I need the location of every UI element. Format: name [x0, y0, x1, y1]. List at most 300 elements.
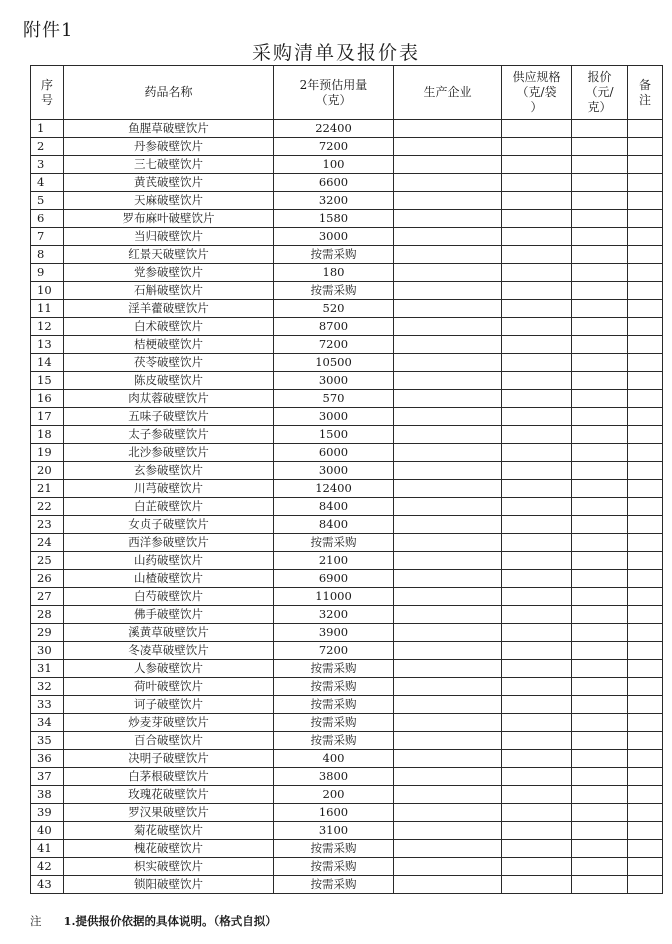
- cell-qty: 22400: [274, 120, 394, 138]
- cell-remark: [628, 498, 663, 516]
- cell-price: [572, 354, 628, 372]
- header-maker: 生产企业: [394, 66, 502, 120]
- cell-remark: [628, 570, 663, 588]
- cell-qty: 7200: [274, 336, 394, 354]
- cell-name: 五味子破壁饮片: [64, 408, 274, 426]
- cell-remark: [628, 156, 663, 174]
- cell-remark: [628, 336, 663, 354]
- cell-name: 白芷破壁饮片: [64, 498, 274, 516]
- cell-remark: [628, 588, 663, 606]
- cell-spec: [502, 624, 572, 642]
- cell-name: 山药破壁饮片: [64, 552, 274, 570]
- table-row: [31, 570, 663, 588]
- cell-remark: [628, 174, 663, 192]
- cell-remark: [628, 462, 663, 480]
- cell-spec: [502, 732, 572, 750]
- cell-maker: [394, 768, 502, 786]
- cell-no: 25: [31, 552, 64, 570]
- cell-price: [572, 750, 628, 768]
- cell-name: 石斛破壁饮片: [64, 282, 274, 300]
- cell-qty: 200: [274, 786, 394, 804]
- cell-remark: [628, 264, 663, 282]
- cell-maker: [394, 426, 502, 444]
- cell-qty: 按需采购: [274, 696, 394, 714]
- table-row: [31, 120, 663, 138]
- cell-spec: [502, 768, 572, 786]
- cell-price: [572, 588, 628, 606]
- cell-price: [572, 138, 628, 156]
- cell-no: 32: [31, 678, 64, 696]
- cell-no: 10: [31, 282, 64, 300]
- cell-maker: [394, 318, 502, 336]
- cell-price: [572, 876, 628, 894]
- cell-remark: [628, 714, 663, 732]
- table-row: [31, 498, 663, 516]
- cell-name: 山楂破壁饮片: [64, 570, 274, 588]
- cell-spec: [502, 282, 572, 300]
- cell-no: 35: [31, 732, 64, 750]
- cell-maker: [394, 552, 502, 570]
- cell-price: [572, 822, 628, 840]
- header-spec: 供应规格 （克/袋 ）: [502, 66, 572, 120]
- cell-remark: [628, 372, 663, 390]
- cell-spec: [502, 264, 572, 282]
- cell-name: 当归破壁饮片: [64, 228, 274, 246]
- cell-no: 6: [31, 210, 64, 228]
- cell-spec: [502, 318, 572, 336]
- cell-no: 42: [31, 858, 64, 876]
- table-row: [31, 336, 663, 354]
- cell-qty: 12400: [274, 480, 394, 498]
- cell-name: 诃子破壁饮片: [64, 696, 274, 714]
- cell-qty: 11000: [274, 588, 394, 606]
- cell-spec: [502, 516, 572, 534]
- cell-maker: [394, 876, 502, 894]
- table-row: [31, 534, 663, 552]
- cell-no: 27: [31, 588, 64, 606]
- cell-remark: [628, 750, 663, 768]
- cell-spec: [502, 498, 572, 516]
- cell-name: 白芍破壁饮片: [64, 588, 274, 606]
- cell-qty: 6900: [274, 570, 394, 588]
- cell-qty: 按需采购: [274, 858, 394, 876]
- cell-qty: 1600: [274, 804, 394, 822]
- header-price: 报价 （元/ 克）: [572, 66, 628, 120]
- cell-name: 肉苁蓉破壁饮片: [64, 390, 274, 408]
- cell-price: [572, 786, 628, 804]
- cell-spec: [502, 246, 572, 264]
- cell-name: 茯苓破壁饮片: [64, 354, 274, 372]
- cell-price: [572, 192, 628, 210]
- cell-maker: [394, 354, 502, 372]
- cell-name: 白茅根破壁饮片: [64, 768, 274, 786]
- cell-name: 菊花破壁饮片: [64, 822, 274, 840]
- cell-maker: [394, 750, 502, 768]
- table-row: [31, 642, 663, 660]
- cell-maker: [394, 444, 502, 462]
- cell-maker: [394, 606, 502, 624]
- table-row: [31, 552, 663, 570]
- cell-maker: [394, 714, 502, 732]
- cell-price: [572, 372, 628, 390]
- cell-price: [572, 840, 628, 858]
- cell-remark: [628, 624, 663, 642]
- header-name: 药品名称: [64, 66, 274, 120]
- cell-name: 党参破壁饮片: [64, 264, 274, 282]
- cell-name: 西洋参破壁饮片: [64, 534, 274, 552]
- cell-no: 17: [31, 408, 64, 426]
- cell-price: [572, 498, 628, 516]
- cell-no: 22: [31, 498, 64, 516]
- table-row: [31, 678, 663, 696]
- cell-qty: 1500: [274, 426, 394, 444]
- table-row: [31, 372, 663, 390]
- cell-price: [572, 660, 628, 678]
- table-row: [31, 840, 663, 858]
- cell-maker: [394, 246, 502, 264]
- cell-price: [572, 480, 628, 498]
- cell-remark: [628, 606, 663, 624]
- cell-maker: [394, 858, 502, 876]
- cell-qty: 180: [274, 264, 394, 282]
- cell-qty: 3200: [274, 606, 394, 624]
- cell-price: [572, 804, 628, 822]
- cell-name: 决明子破壁饮片: [64, 750, 274, 768]
- cell-name: 北沙参破壁饮片: [64, 444, 274, 462]
- cell-qty: 按需采购: [274, 714, 394, 732]
- cell-no: 19: [31, 444, 64, 462]
- cell-qty: 7200: [274, 138, 394, 156]
- cell-qty: 570: [274, 390, 394, 408]
- cell-no: 26: [31, 570, 64, 588]
- cell-price: [572, 570, 628, 588]
- cell-maker: [394, 174, 502, 192]
- cell-no: 39: [31, 804, 64, 822]
- cell-remark: [628, 228, 663, 246]
- cell-remark: [628, 444, 663, 462]
- cell-spec: [502, 588, 572, 606]
- cell-spec: [502, 300, 572, 318]
- table-row: [31, 426, 663, 444]
- table-body: [31, 120, 663, 894]
- cell-name: 陈皮破壁饮片: [64, 372, 274, 390]
- cell-spec: [502, 138, 572, 156]
- cell-remark: [628, 354, 663, 372]
- cell-maker: [394, 210, 502, 228]
- cell-spec: [502, 444, 572, 462]
- cell-spec: [502, 786, 572, 804]
- cell-remark: [628, 300, 663, 318]
- table-row: [31, 804, 663, 822]
- table-row: [31, 480, 663, 498]
- cell-no: 4: [31, 174, 64, 192]
- cell-remark: [628, 282, 663, 300]
- cell-name: 黄芪破壁饮片: [64, 174, 274, 192]
- cell-no: 41: [31, 840, 64, 858]
- cell-no: 12: [31, 318, 64, 336]
- cell-name: 玄参破壁饮片: [64, 462, 274, 480]
- cell-spec: [502, 120, 572, 138]
- cell-maker: [394, 138, 502, 156]
- cell-spec: [502, 858, 572, 876]
- cell-remark: [628, 516, 663, 534]
- cell-price: [572, 606, 628, 624]
- table-row: [31, 660, 663, 678]
- table-row: [31, 696, 663, 714]
- cell-name: 罗布麻叶破壁饮片: [64, 210, 274, 228]
- cell-price: [572, 732, 628, 750]
- cell-qty: 400: [274, 750, 394, 768]
- cell-maker: [394, 390, 502, 408]
- table-row: [31, 264, 663, 282]
- cell-spec: [502, 426, 572, 444]
- cell-maker: [394, 534, 502, 552]
- procurement-table: [30, 65, 663, 894]
- cell-remark: [628, 858, 663, 876]
- cell-qty: 10500: [274, 354, 394, 372]
- cell-name: 枳实破壁饮片: [64, 858, 274, 876]
- cell-spec: [502, 408, 572, 426]
- cell-name: 人参破壁饮片: [64, 660, 274, 678]
- cell-maker: [394, 786, 502, 804]
- table-row: [31, 768, 663, 786]
- cell-no: 13: [31, 336, 64, 354]
- table-row: [31, 732, 663, 750]
- cell-no: 40: [31, 822, 64, 840]
- attachment-label: 附件1: [23, 20, 74, 41]
- cell-spec: [502, 552, 572, 570]
- cell-name: 白术破壁饮片: [64, 318, 274, 336]
- cell-name: 鱼腥草破壁饮片: [64, 120, 274, 138]
- cell-qty: 6000: [274, 444, 394, 462]
- table-row: [31, 444, 663, 462]
- cell-name: 罗汉果破壁饮片: [64, 804, 274, 822]
- cell-name: 佛手破壁饮片: [64, 606, 274, 624]
- cell-spec: [502, 192, 572, 210]
- cell-name: 川芎破壁饮片: [64, 480, 274, 498]
- cell-no: 43: [31, 876, 64, 894]
- cell-spec: [502, 336, 572, 354]
- cell-spec: [502, 678, 572, 696]
- table-row: [31, 462, 663, 480]
- cell-spec: [502, 804, 572, 822]
- cell-price: [572, 462, 628, 480]
- cell-qty: 3000: [274, 372, 394, 390]
- table-row: [31, 858, 663, 876]
- cell-no: 14: [31, 354, 64, 372]
- cell-price: [572, 228, 628, 246]
- cell-remark: [628, 840, 663, 858]
- cell-name: 红景天破壁饮片: [64, 246, 274, 264]
- table-row: [31, 246, 663, 264]
- cell-qty: 按需采购: [274, 732, 394, 750]
- cell-qty: 3900: [274, 624, 394, 642]
- cell-remark: [628, 642, 663, 660]
- cell-maker: [394, 588, 502, 606]
- cell-qty: 3100: [274, 822, 394, 840]
- cell-remark: [628, 660, 663, 678]
- cell-maker: [394, 498, 502, 516]
- cell-price: [572, 210, 628, 228]
- cell-qty: 3000: [274, 462, 394, 480]
- cell-name: 溪黄草破壁饮片: [64, 624, 274, 642]
- cell-maker: [394, 282, 502, 300]
- cell-price: [572, 318, 628, 336]
- cell-qty: 7200: [274, 642, 394, 660]
- cell-remark: [628, 534, 663, 552]
- cell-qty: 按需采购: [274, 840, 394, 858]
- cell-qty: 8700: [274, 318, 394, 336]
- page-title: 采购清单及报价表: [251, 42, 420, 64]
- cell-remark: [628, 426, 663, 444]
- cell-no: 15: [31, 372, 64, 390]
- cell-no: 1: [31, 120, 64, 138]
- table-row: [31, 408, 663, 426]
- header-remark: 备 注: [628, 66, 663, 120]
- cell-qty: 3000: [274, 408, 394, 426]
- cell-no: 11: [31, 300, 64, 318]
- cell-price: [572, 282, 628, 300]
- table-row: [31, 174, 663, 192]
- cell-spec: [502, 840, 572, 858]
- table-header-row: [31, 66, 663, 120]
- footnote-marker: 注: [30, 914, 42, 928]
- cell-spec: [502, 606, 572, 624]
- cell-spec: [502, 228, 572, 246]
- cell-maker: [394, 570, 502, 588]
- cell-qty: 6600: [274, 174, 394, 192]
- cell-no: 18: [31, 426, 64, 444]
- table-row: [31, 750, 663, 768]
- cell-spec: [502, 156, 572, 174]
- cell-spec: [502, 660, 572, 678]
- cell-price: [572, 174, 628, 192]
- cell-no: 7: [31, 228, 64, 246]
- cell-spec: [502, 570, 572, 588]
- cell-no: 28: [31, 606, 64, 624]
- cell-remark: [628, 678, 663, 696]
- cell-maker: [394, 120, 502, 138]
- cell-remark: [628, 210, 663, 228]
- cell-spec: [502, 534, 572, 552]
- cell-price: [572, 300, 628, 318]
- cell-price: [572, 858, 628, 876]
- cell-spec: [502, 372, 572, 390]
- cell-name: 荷叶破壁饮片: [64, 678, 274, 696]
- cell-qty: 2100: [274, 552, 394, 570]
- cell-maker: [394, 660, 502, 678]
- cell-no: 9: [31, 264, 64, 282]
- cell-price: [572, 444, 628, 462]
- cell-remark: [628, 822, 663, 840]
- cell-spec: [502, 210, 572, 228]
- cell-name: 炒麦芽破壁饮片: [64, 714, 274, 732]
- cell-maker: [394, 228, 502, 246]
- footnote: [30, 913, 277, 929]
- table-row: [31, 714, 663, 732]
- cell-price: [572, 624, 628, 642]
- cell-price: [572, 516, 628, 534]
- cell-remark: [628, 120, 663, 138]
- cell-price: [572, 714, 628, 732]
- table-row: [31, 624, 663, 642]
- cell-name: 丹参破壁饮片: [64, 138, 274, 156]
- cell-qty: 按需采购: [274, 534, 394, 552]
- cell-maker: [394, 372, 502, 390]
- cell-name: 锁阳破壁饮片: [64, 876, 274, 894]
- table-row: [31, 390, 663, 408]
- cell-qty: 按需采购: [274, 876, 394, 894]
- cell-name: 天麻破壁饮片: [64, 192, 274, 210]
- cell-no: 8: [31, 246, 64, 264]
- cell-spec: [502, 750, 572, 768]
- cell-remark: [628, 390, 663, 408]
- cell-price: [572, 336, 628, 354]
- cell-no: 23: [31, 516, 64, 534]
- cell-name: 冬凌草破壁饮片: [64, 642, 274, 660]
- cell-name: 百合破壁饮片: [64, 732, 274, 750]
- cell-spec: [502, 462, 572, 480]
- cell-qty: 按需采购: [274, 282, 394, 300]
- table-row: [31, 516, 663, 534]
- cell-maker: [394, 696, 502, 714]
- cell-name: 玫瑰花破壁饮片: [64, 786, 274, 804]
- cell-spec: [502, 714, 572, 732]
- table-row: [31, 786, 663, 804]
- cell-no: 31: [31, 660, 64, 678]
- cell-no: 2: [31, 138, 64, 156]
- cell-spec: [502, 642, 572, 660]
- cell-qty: 8400: [274, 498, 394, 516]
- cell-maker: [394, 480, 502, 498]
- cell-no: 29: [31, 624, 64, 642]
- cell-maker: [394, 156, 502, 174]
- table-row: [31, 228, 663, 246]
- cell-no: 16: [31, 390, 64, 408]
- cell-no: 30: [31, 642, 64, 660]
- cell-spec: [502, 390, 572, 408]
- cell-name: 三七破壁饮片: [64, 156, 274, 174]
- cell-remark: [628, 552, 663, 570]
- header-no: 序 号: [31, 66, 64, 120]
- cell-remark: [628, 732, 663, 750]
- cell-maker: [394, 264, 502, 282]
- cell-price: [572, 408, 628, 426]
- cell-remark: [628, 696, 663, 714]
- cell-spec: [502, 480, 572, 498]
- cell-name: 女贞子破壁饮片: [64, 516, 274, 534]
- cell-qty: 3200: [274, 192, 394, 210]
- table-row: [31, 300, 663, 318]
- cell-price: [572, 678, 628, 696]
- cell-maker: [394, 678, 502, 696]
- cell-no: 36: [31, 750, 64, 768]
- cell-maker: [394, 732, 502, 750]
- cell-spec: [502, 696, 572, 714]
- cell-no: 21: [31, 480, 64, 498]
- cell-no: 34: [31, 714, 64, 732]
- cell-maker: [394, 516, 502, 534]
- table-row: [31, 156, 663, 174]
- table-row: [31, 282, 663, 300]
- cell-maker: [394, 804, 502, 822]
- cell-no: 24: [31, 534, 64, 552]
- cell-name: 太子参破壁饮片: [64, 426, 274, 444]
- cell-no: 5: [31, 192, 64, 210]
- cell-no: 33: [31, 696, 64, 714]
- cell-maker: [394, 408, 502, 426]
- cell-qty: 按需采购: [274, 678, 394, 696]
